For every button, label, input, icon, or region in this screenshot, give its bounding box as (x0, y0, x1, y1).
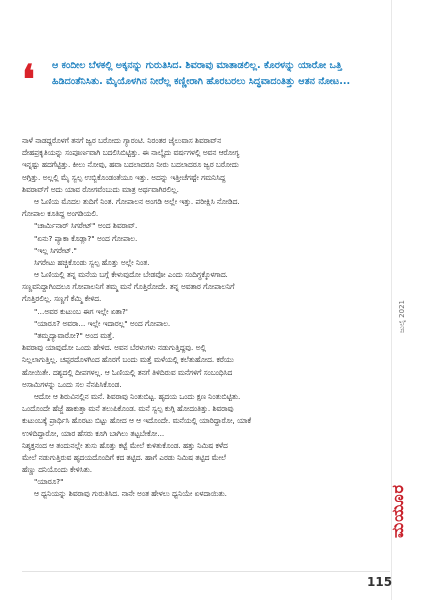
article-body (22, 135, 374, 501)
body-line: ಶಿವರಾವ್‌ಗೆ ಅದು ಯಾವ ರೋಗವೆಂಬುದು ಮಾತ್ರ ಅರ್ಥವಾಗಿರಲಿಲ್ಲ. (22, 184, 179, 194)
body-line: ಸಣ್ಣವನಿದ್ದಾಗಿಂದಲೂ ಗೋಪಾಲನಿಗೆ ತಮ್ಮ ಮನೆ ಗೊತ್ತಿರೋದೇ. ತನ್ನ ಅವತಾರ ಗೋಪಾಲನಿಗೆ (22, 282, 235, 292)
body-line: ಗೊತ್ತಿರಲಿಲ್ಲ. ಸಣ್ಣಗೆ ಕೆಮ್ಮಿ ಕೇಳಿದ. (22, 294, 102, 304)
body-line: ಶಿವರಾವು ಯಾವುದೋ ಒಂದು ಹೇಳಿದ. ಅವನ ಬೆರಳುಗಳು ನಡುಗುತ್ತಿದ್ದವು. ಅಲ್ಲಿ (22, 343, 206, 353)
body-line: ಆದೋ ಆ ಶಿರುವಿನಲ್ಲಿನ ಮನೆ. ಶಿವರಾವು ನಿಂತುಬಿಟ್ಟ. ಹೃದಯ ಒಂದು ಕ್ಷಣ ನಿಂತುಬಿಟ್ಟಿತು. (34, 391, 241, 401)
body-line: "ಚಾರ್ಮಿನಾರ್ ಸಿಗರೇಟ್" ಅಂದ ಶಿವರಾವ್. (34, 221, 138, 231)
body-line: ಆ ಓಣಿಯ ಮೊದಲ ತುದಿಗೆ ನಿಂತ. ಗೋಪಾಲನ ಅಂಗಡಿ ಅಲ್ಲೇ ಇತ್ತು. ಪರೀಕ್ಷಿಸಿ ನೋಡಿದ. (34, 196, 240, 206)
body-line: ಉಳಿದಿದ್ದಾರೋ, ಯಾರ ಹೆಸರು ಕೂಗಿ ಬಾಗಿಲು ತಟ್ಟಬೇಕೋ... (22, 428, 165, 438)
body-line: ದೇಹಪ್ರಕೃತಿಯನ್ನು ಸಂಪೂರ್ಣವಾಗಿ ಬದಲಿಸಿಬಿಟ್ಟಿತ್ತು. ಈ ನಾಲ್ಕೈದು ವರ್ಷಗಳಲ್ಲಿ ಅವನ ಆರೋಗ್ಯ (22, 148, 240, 158)
body-line: "ಯಾರೂ?" (34, 477, 64, 487)
pull-quote-text: ಆ ಕಂದೀಲ ಬೆಳಕಲ್ಲಿ ಅಕ್ಕನನ್ನು ಗುರುತಿಸಿದ. ಶಿವರಾವು ಮಾತಾಡಲಿಲ್ಲ. ಕೊರಳನ್ನು ಯಾರೋ ಒತ್ತಿ ಹಿಡಿದಂತೆನಿಸಿತು. ಮೈಯೊಳಗಿನ ನೀರೆಲ್ಲ ಕಣ್ಣೀರಾಗಿ ಹೊರಬರಲು ಸಿದ್ಧವಾದಂತಿತ್ತು ಆತನ ನೋಟ... (52, 60, 351, 87)
issue-date: ಜುಲೈ 2021 (398, 300, 406, 333)
body-line: ಮೇಲೆ ನಡುಗುತ್ತಿರುವ ಹೃದಯದೊಂದಿಗೆ ಕದ ತಟ್ಟಿದ. ಹಾಗೆ ಎರಡು ನಿಮಿಷ ತಟ್ಟಿದ ಮೇಲೆ (22, 452, 226, 462)
body-line: ಕುಟುಂಬಕ್ಕೆ ಪ್ರಾರ್ಥಿಸಿ ಹೊರಟು ಬಿಟ್ಟು ಹೋದ ಆ ಆ ಇದೊಂದೇ. ಮನೆಯಲ್ಲಿ ಯಾರಿದ್ದಾರೋ, ಯಾಕೆ (22, 416, 252, 426)
body-line: "ತಮ್ಮದ್ಯಾವಾರೋ?" ಅಂದ ಮತ್ತೆ. (34, 331, 115, 340)
body-line: "...ಅವರ ಕುಟುಂಬ ಈಗ ಇಲ್ಲೇ ಏತಾ?' (34, 306, 128, 316)
body-line: "ಯಾರೂ? ಅವರಾ... ಇಲ್ಲೇ ಇದಾರಲ್ಲ" ಅಂದ ಗೋಪಾಲ. (34, 318, 171, 328)
body-line: ಅಗ್ಗಿತ್ತು. ಅಲ್ಲಲ್ಲಿ ಮೈ ಸ್ವಲ್ಪ ಉಬ್ಬಿಕೊಂಡಂತೆಯೂ ಇತ್ತು. ಅದನ್ನು ಇತ್ತೀಚೆಗಷ್ಟೇ ಗಮನಿಸಿದ್ದ (22, 172, 226, 182)
magazine-logo: ಮಯೂರ (388, 484, 407, 539)
body-line: ಅಸಾಮಿಗಳನ್ನು ಒಂದು ಸಲ ನೆನಪಿಸಿಕೊಂಡ. (22, 379, 122, 389)
body-line: ಹೋಯಿತೇ. ದಶ್ಯದಲ್ಲಿ ದೀಪಗಳಲ್ಲ. ಆ ಓಣಿಯಲ್ಲಿ ತನಗೆ ತಿಳಿದಿರುವ ಮನೆಗಳಿಗೆ ಸಂಬಂಧಿಸಿದ (22, 367, 233, 377)
quote-mark-icon: ❛ (22, 56, 35, 103)
body-line: ಹೆಣ್ಣು ದನಿಯೊಂದು ಕೇಳಿಸಿತು. (22, 465, 93, 475)
body-line: ಒಂದೊಂದೇ ಹೆಜ್ಜೆ ಹಾಕುತ್ತಾ ಮನೆ ತಲುಪಿಕೊಂಡ. ಮನೆ ಸ್ವಲ್ಪ ಕುಗ್ಗಿ ಹೋದಂತಿತ್ತು. ಶಿವರಾವು (22, 404, 234, 414)
page-number: 115 (367, 575, 393, 589)
body-line: ಸಿಗರೇಟು ಹಚ್ಚಿಕೊಂಡು ಸ್ವಲ್ಪ ಹೊತ್ತು ಅಲ್ಲೇ ನಿಂತ. (34, 257, 150, 267)
pull-quote (22, 56, 382, 103)
body-line: ನಿಲ್ಲಲಾಗುತ್ತಿಲ್ಲ. ಚಪ್ಪರದೊಳಗಿಂದ ಹೊರಗೆ ಬಂದು ಮತ್ತೆ ಮಳೆಯಲ್ಲಿ ಕಲೆತುಹೋದ. ಕರೆಯು (22, 355, 234, 365)
body-line: ಗೋಪಾಲ ಕೂತಿದ್ದ ಅಂಗಡಿಯಲಿ. (22, 209, 99, 219)
body-line: ಆ ಓಣಿಯಲ್ಲಿ ತನ್ನ ಮನೆಯ ಬಗ್ಗೆ ಕೇಳುವುದೋ ಬೇಡವೋ ಎಂದು ಸಂದಿಗ್ಧಕ್ಕೊಳಗಾದ. (34, 270, 228, 280)
body-line: ಇನ್ನಷ್ಟು ಹದಗೆಟ್ಟಿತ್ತು. ಕೀಲು ನೋವು, ಹವಾ ಬದಲಾದರೂ ನೀರು ಬದಲಾದರೂ ಜ್ವರ ಬರೋದು (22, 160, 239, 170)
body-line: ಆ ಧ್ವನಿಯನ್ನು ಶಿವರಾವು ಗುರುತಿಸಿದ. ನಾನೇ ಅಂತ ಹೇಳಲು ಧ್ವನಿಯೇ ಏಳದಾಯಿತು. (34, 489, 227, 499)
body-line: ನಾಳೆ ನಾಡದ್ದರೊಳಗೆ ತನಗೆ ಜ್ವರ ಬರೋದು ಗ್ಯಾರಂಟಿ. ನಿರಂತರ ಜೈಲುವಾಸ ಶಿವರಾವ್‌ನ (22, 136, 222, 145)
body-line: "ಏನು? ಪ್ಯಾಕಾ ಕೊಡ್ಲಾ?" ಅಂದ ಗೋಪಾಲ. (34, 233, 138, 243)
body-line: "ಇಲ್ಲ ಸಿಗರೇಟ್." (34, 245, 77, 255)
footer-divider (22, 571, 390, 572)
body-line: ನಿಶ್ಶಕ್ತನಂದ ಆ ತಂದುನಲ್ಲೇ ತುಸು ಹೊತ್ತು ಕಟ್ಟೆ ಮೇಲೆ ಕುಳಿತುಕೊಂಡ. ಹತ್ತು ನಿಮಿಷ ಕಳೆದ (22, 440, 228, 450)
